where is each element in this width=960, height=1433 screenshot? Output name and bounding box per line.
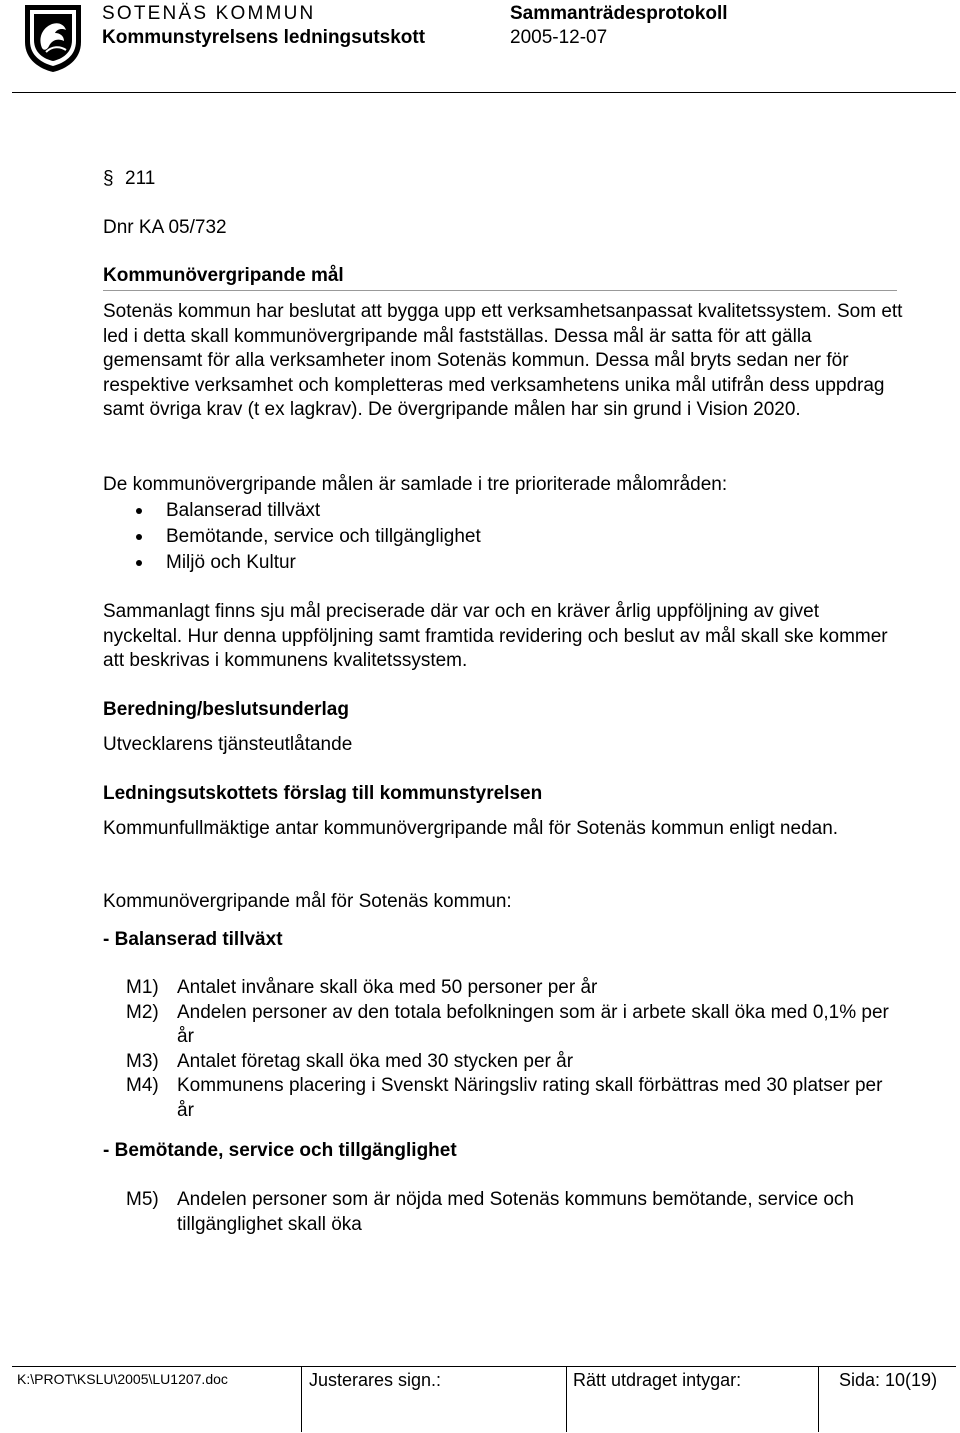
proposal-heading: Ledningsutskottets förslag till kommunstyrelsen xyxy=(103,783,543,804)
footer-cell-divider xyxy=(301,1366,302,1432)
intro-paragraph: Sotenäs kommun har beslutat att bygga upp ett verksamhetsanpassat kvalitetssystem. Som ett led i detta skall kommunövergripande mål fastställas. Dessa mål är satta för att gälla gemensamt för alla verksamheter inom Sotenäs kommun. Dessa mål bryts sedan ner för respektive verksamhet och kompletteras med verksamhetens unika mål utifrån dess uppdrag samt övriga krav (t ex lagkrav). De övergripande målen har sin grund i Vision 2020. xyxy=(103,301,903,420)
goal-item xyxy=(126,1074,897,1123)
goal-list xyxy=(126,976,897,1123)
basis-text: Utvecklarens tjänsteutlåtande xyxy=(103,734,353,755)
priority-areas-list xyxy=(103,498,481,576)
goal-text: Antalet invånare skall öka med 50 personer per år xyxy=(177,977,598,998)
municipality-coat-of-arms-logo xyxy=(22,2,84,74)
section-symbol: § xyxy=(103,168,114,189)
areas-intro: De kommunövergripande målen är samlade i tre prioriterade målområden: xyxy=(103,474,728,495)
section-number xyxy=(103,167,155,191)
goal-group-heading: - Balanserad tillväxt xyxy=(103,929,283,950)
list-item: Balanserad tillväxt xyxy=(103,498,481,524)
section-number-value: 211 xyxy=(125,168,156,189)
footer-file-path: K:\PROT\KSLU\2005\LU1207.doc xyxy=(17,1371,228,1387)
goal-code: M3) xyxy=(126,1050,159,1072)
basis-heading: Beredning/beslutsunderlag xyxy=(103,699,349,720)
goal-item xyxy=(126,1188,897,1237)
title-underline xyxy=(103,290,897,291)
goal-text: Antalet företag skall öka med 30 stycken per år xyxy=(177,1050,574,1072)
meeting-date: 2005-12-07 xyxy=(510,27,608,48)
committee-name: Kommunstyrelsens ledningsutskott xyxy=(102,27,426,48)
goal-list xyxy=(126,1188,897,1237)
case-number: Dnr KA 05/732 xyxy=(103,217,227,238)
footer-adjusters-signature: Justerares sign.: xyxy=(309,1370,442,1390)
goal-item xyxy=(126,976,897,1001)
municipality-name: SOTENÄS KOMMUN xyxy=(102,3,316,24)
goal-text: Andelen personer som är nöjda med Sotenäs kommuns bemötande, service och tillgänglighet skall öka xyxy=(177,1189,854,1235)
goal-code: M5) xyxy=(126,1189,159,1210)
goal-item xyxy=(126,1050,897,1075)
summary-paragraph: Sammanlagt finns sju mål preciserade där var och en kräver årlig uppföljning av givet nyckeltal. Hur denna uppföljning samt framtida revidering och beslut av mål skall ske kommer att beskrivas i kommunens kvalitetssystem. xyxy=(103,601,888,671)
footer-page-number: Sida: 10(19) xyxy=(839,1370,938,1390)
goal-code: M2) xyxy=(126,1001,159,1023)
list-item: Bemötande, service och tillgänglighet xyxy=(103,524,481,550)
section-title: Kommunövergripande mål xyxy=(103,265,344,286)
goal-text: Andelen personer av den totala befolkningen som är i arbete skall öka med 0,1% per år xyxy=(177,1001,889,1047)
goal-item xyxy=(126,1001,897,1050)
goal-code: M1) xyxy=(126,977,159,998)
goal-group-heading: - Bemötande, service och tillgänglighet xyxy=(103,1140,457,1161)
footer-divider xyxy=(12,1366,956,1367)
header-divider xyxy=(12,92,956,93)
footer-certified-extract: Rätt utdraget intygar: xyxy=(573,1370,742,1390)
footer-cell-divider xyxy=(818,1366,819,1432)
list-item: Miljö och Kultur xyxy=(103,550,481,576)
goal-code: M4) xyxy=(126,1075,159,1096)
goal-text: Kommunens placering i Svenskt Näringsliv rating skall förbättras med 30 platser per år xyxy=(177,1075,883,1121)
footer-cell-divider xyxy=(566,1366,567,1432)
goals-heading: Kommunövergripande mål för Sotenäs kommun: xyxy=(103,891,512,912)
proposal-text: Kommunfullmäktige antar kommunövergripande mål för Sotenäs kommun enligt nedan. xyxy=(103,818,839,839)
document-type: Sammanträdesprotokoll xyxy=(510,3,728,24)
